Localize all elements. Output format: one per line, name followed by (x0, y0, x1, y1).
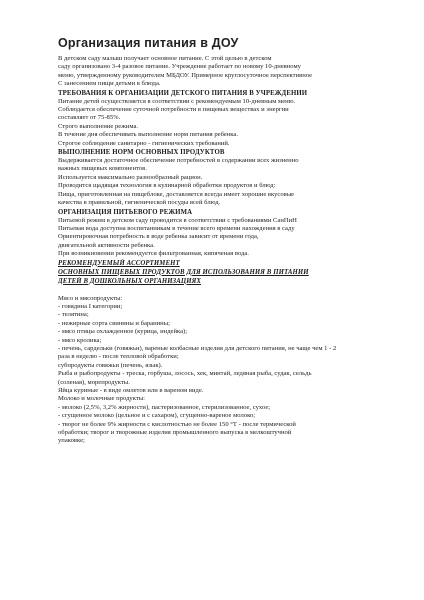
text-line: (соленая), морепродукты. (58, 378, 130, 386)
text-line: Питьевой режим в детском саду проводится в соответствии с требованиями СанПиН (58, 216, 297, 224)
text-line: двигательной активности ребенка. (58, 241, 155, 249)
text-line: упаковке; (58, 437, 85, 445)
text-line: саду организовано 3-4 разовое питание. Учреждение работает по новому 10-дневному (58, 63, 301, 71)
text-line: - печень, сардельки (говяжьи), вареные колбасные изделия для детского питания, не чаще чем 1 - 2 (58, 344, 337, 352)
text-line: С занесением пищи детьми в блюда. (58, 80, 161, 88)
text-line: Пища, приготовленная на пищеблоке, доставляется всегда имеет хорошие вкусовые (58, 190, 295, 198)
text-line: - сгущенное молоко (цельное и с сахаром), сгущенно-вареное молоко; (58, 412, 256, 420)
text-line: Проводится щадящая технология в кулинарной обработки продуктов и блюд: (58, 182, 276, 190)
text-line: Выдерживается достаточное обеспечение потребностей в содержании всех жизненно (58, 157, 299, 165)
section-heading: ВЫПОЛНЕНИЕ НОРМ ОСНОВНЫХ ПРОДУКТОВ (58, 149, 225, 157)
text-line: Ориентировочная потребность в воде ребенка зависит от времени года, (58, 233, 259, 241)
text-line: При возникновении рекомендуется фильтрованная, кипяченая вода. (58, 250, 249, 258)
text-line: - молоко (2,5%, 3,2% жирности), пастеризованное, стерилизованное, сухое; (58, 403, 271, 411)
text-line: Мясо и мясопродукты: (58, 294, 123, 302)
section-heading-underlined: ОСНОВНЫХ ПИЩЕВЫХ ПРОДУКТОВ ДЛЯ ИСПОЛЬЗОВАНИЯ В ПИТАНИИ (58, 268, 309, 276)
text-line: В детском саду малыш получает основное питание. С этой целью в детском (58, 55, 272, 62)
text-line: качества в правильной, гигиенической посуды всей блюд. (58, 199, 221, 207)
text-line: составляет от 75-85%. (58, 114, 121, 122)
text-line: обработки; творог и творожные изделия промышленного выпуска в мелкоштучной (58, 429, 292, 437)
text-line: Питьевая вода доступна воспитанникам в течение всего времени нахождения в саду (58, 224, 295, 232)
text-line: Яйца куриные - в виде омлетов или в вареном виде. (58, 387, 204, 394)
text-line: Используется максимально разнообразный рацион. (58, 173, 203, 181)
text-line: важных пищевых компонентов. (58, 165, 147, 173)
document-body (58, 36, 368, 446)
text-line: - мясо кролика; (58, 336, 102, 344)
text-line: Строго выполнение режима. (58, 122, 139, 130)
text-line: - мясо птицы охлажденное (курица, индейка); (58, 328, 188, 336)
section-heading-underlined: РЕКОМЕНДУЕМЫЙ АССОРТИМЕНТ (58, 259, 180, 267)
section-heading: ОРГАНИЗАЦИЯ ПИТЬЕВОГО РЕЖИМА (58, 208, 193, 216)
text-line: субпродукты говяжьи (печень, язык). (58, 361, 163, 369)
spacer (58, 286, 368, 295)
text-line: Питание детей осуществляется в соответствии с рекомендуемым 10-дневным меню. (58, 97, 296, 105)
section-heading: ТРЕБОВАНИЯ К ОРГАНИЗАЦИИ ДЕТСКОГО ПИТАНИЯ В УЧРЕЖДЕНИИ (58, 89, 308, 97)
document-lines (58, 55, 368, 446)
text-line: Рыба и рыбопродукты - треска, горбуша, лосось, хек, минтай, ледяная рыба, судак, сельдь (58, 370, 312, 378)
text-line: - телятина; (58, 311, 89, 319)
text-line: Соблюдается обеспечение суточной потребности в пищевых веществах и энергии (58, 106, 289, 114)
text-line: - нежирные сорта свинины и баранины; (58, 319, 170, 327)
document-title: Организация питания в ДОУ (58, 36, 239, 50)
text-line: - говядина I категории; (58, 302, 123, 310)
text-line: В течение дня обеспечивать выполнение норм питания ребенка. (58, 131, 238, 139)
text-line: - творог не более 9% жирности с кислотностью не более 150 °Т - после термической (58, 420, 296, 428)
text-line: меню, утвержденному руководителем МБДОУ. Примерное круглосуточное перспективное (58, 71, 313, 79)
text-line: раза в неделю - после тепловой обработки; (58, 353, 179, 361)
section-heading-underlined: ДЕТЕЙ В ДОШКОЛЬНЫХ ОРГАНИЗАЦИЯХ (58, 277, 202, 285)
text-line: Строгое соблюдение санитарно - гигиенических требований. (58, 139, 230, 147)
text-line: Молоко и молочные продукты: (58, 395, 145, 403)
